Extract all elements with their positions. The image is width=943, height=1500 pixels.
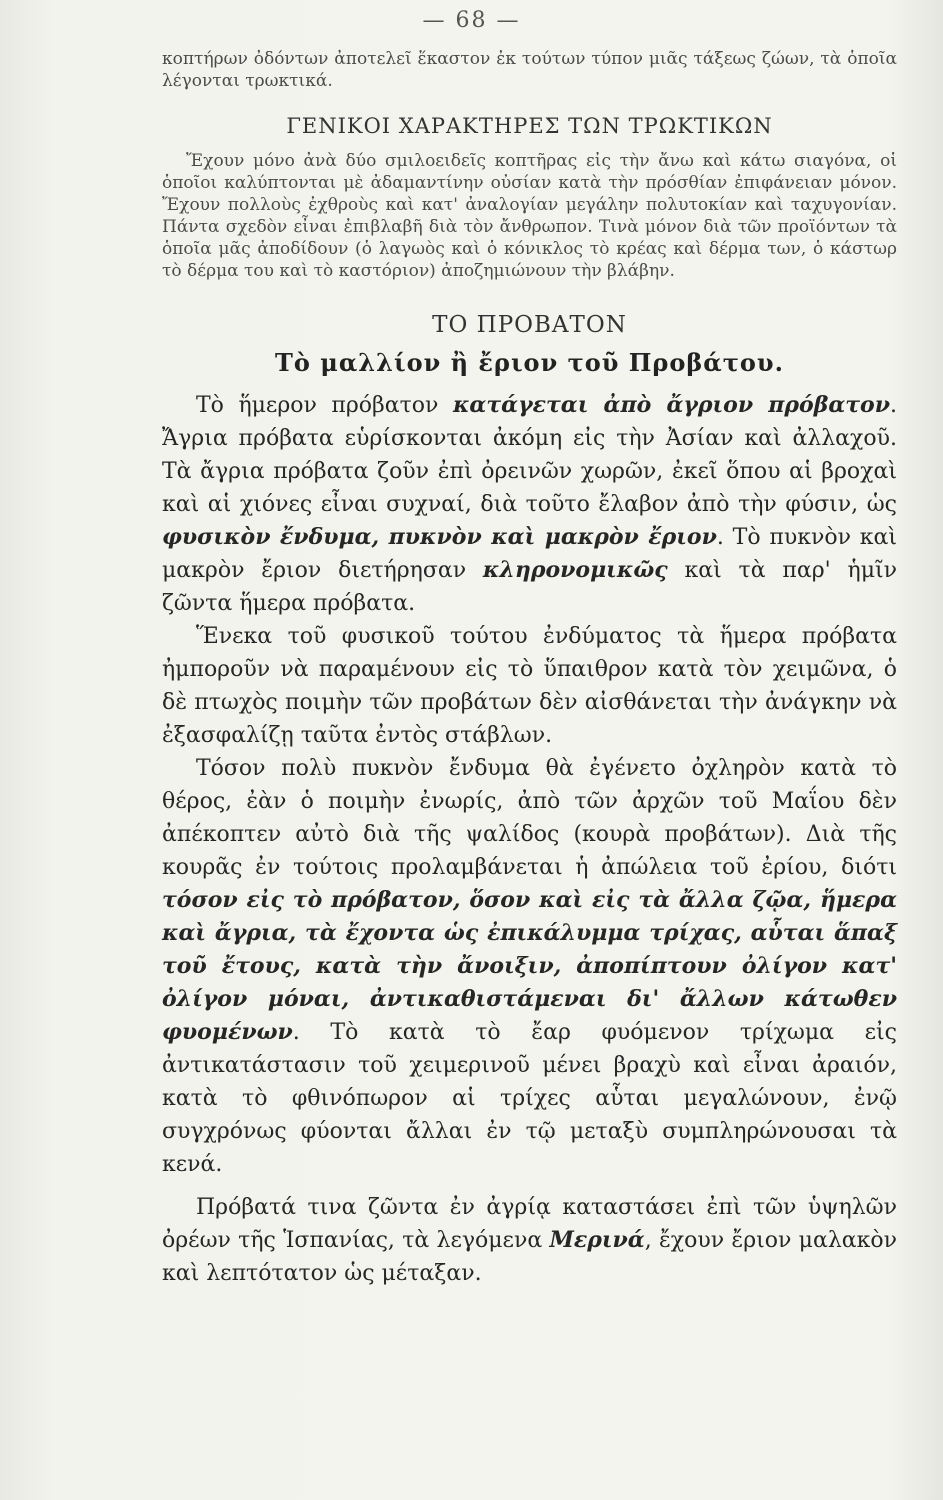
wool-subheading: Τὸ μαλλίον ἢ ἔριον τοῦ Προβάτου. [275, 348, 784, 377]
text-run: Τὸ ἥμερον πρόβατον [196, 393, 453, 418]
sheep-paragraph-3 [162, 752, 897, 1181]
sheep-heading: ΤΟ ΠΡΟΒΑΤΟΝ [432, 312, 627, 338]
emphasized-text: κατάγεται ἀπὸ ἄγριον πρόβατον [452, 392, 890, 418]
emphasized-text: Μερινά [549, 1227, 645, 1253]
rodents-heading: ΓΕΝΙΚΟΙ ΧΑΡΑΚΤΗΡΕΣ ΤΩΝ ΤΡΩΚΤΙΚΩΝ [286, 114, 773, 138]
text-run: Τόσον πολὺ πυκνὸν ἔνδυμα θὰ ἐγένετο ὀχληρὸν κατὰ τὸ θέρος, ἐὰν ὁ ποιμὴν ἐνωρίς, ἀπὸ τῶν ἀρχῶν τοῦ Μαΐου δὲν ἀπέκοπτεν αὐτὸ διὰ τῆς ψαλίδος (κουρὰ προβάτων). Διὰ τῆς κουρᾶς ἐν τούτοις προλαμβάνεται ἡ ἀπώλεια τοῦ ἐρίου, διότι [162, 756, 897, 880]
sheep-paragraph-1 [162, 389, 897, 620]
text-run: Πρόβατά τινα ζῶντα ἐν ἀγρίᾳ καταστάσει ἐπὶ τῶν ὑψηλῶν ὀρέων τῆς Ἱσπανίας, τὰ λεγόμενα [162, 1195, 897, 1253]
text-run: , ἔχουν ἔριον μαλακὸν καὶ λεπτότατον ὡς μέταξαν. [162, 1228, 897, 1286]
emphasized-text: τόσον εἰς τὸ πρόβατον, ὅσον καὶ εἰς τὰ ἄλλα ζῷα, ἥμερα καὶ ἄγρια, τὰ ἔχοντα ὡς ἐπικάλυμμα τρίχας, αὗται ἅπαξ τοῦ ἔτους, κατὰ τὴν ἄνοιξιν, ἀποπίπτουν ὀλίγον κατ' ὀλίγον μόναι, ἀντικαθιστάμεναι δι' ἄλλων κάτωθεν φυομένων [162, 887, 897, 1045]
sheep-paragraph-2: Ἕνεκα τοῦ φυσικοῦ τούτου ἐνδύματος τὰ ἥμερα πρόβατα ἠμποροῦν νὰ παραμένουν εἰς τὸ ὕπαιθρον κατὰ τὸν χειμῶνα, ὁ δὲ πτωχὸς ποιμὴν τῶν προβάτων δὲν αἰσθάνεται τὴν ἀνάγκην νὰ ἐξασφαλίζῃ ταῦτα ἐντὸς στάβλων. [162, 624, 897, 748]
page-content [162, 48, 897, 1290]
page-number: — 68 — [422, 8, 521, 33]
text-run: καὶ τὰ παρ' ἡμῖν ζῶντα ἥμερα πρόβατα. [162, 558, 898, 616]
sheep-paragraph-4 [162, 1191, 897, 1290]
text-run: . Τὸ κατὰ τὸ ἔαρ φυόμενον τρίχωμα εἰς ἀντικατάστασιν τοῦ χειμερινοῦ μένει βραχὺ καὶ εἶναι ἀραιόν, κατὰ τὸ φθινόπωρον αἱ τρίχες αὗται μεγαλώνουν, ἐνῷ συγχρόνως φύονται ἄλλαι ἐν τῷ μεταξὺ συμπληρώνουσαι τὰ κενά. [162, 1020, 897, 1177]
intro-paragraph: κοπτήρων ὀδόντων ἀποτελεῖ ἕκαστον ἐκ τούτων τύπον μιᾶς τάξεως ζώων, τὰ ὁποῖα λέγονται τρωκτικά. [162, 49, 897, 91]
rodents-paragraph: Ἔχουν μόνο ἀνὰ δύο σμιλοειδεῖς κοπτῆρας εἰς τὴν ἄνω καὶ κάτω σιαγόνα, οἱ ὁποῖοι καλύπτονται μὲ ἀδαμαντίνην οὐσίαν κατὰ τὴν πρόσθίαν ἐπιφάνειαν μόνον. Ἔχουν πολλοὺς ἐχθροὺς καὶ κατ' ἀναλογίαν μεγάλην πολυτοκίαν καὶ ταχυγονίαν. Πάντα σχεδὸν εἶναι ἐπιβλαβῆ διὰ τὸν ἄνθρωπον. Τινὰ μόνον διὰ τῶν προϊόντων τὰ ὁποῖα μᾶς ἀποδίδουν (ὁ λαγωὸς καὶ ὁ κόνικλος τὸ κρέας καὶ δέρμα των, ὁ κάστωρ τὸ δέρμα του καὶ τὸ καστόριον) ἀποζημιώνουν τὴν βλάβην. [162, 151, 897, 281]
text-run: . Ἄγρια πρόβατα εὑρίσκονται ἀκόμη εἰς τὴν Ἀσίαν καὶ ἀλλαχοῦ. Τὰ ἄγρια πρόβατα ζοῦν ἐπὶ ὀρεινῶν χωρῶν, ἐκεῖ ὅπου αἱ βροχαὶ καὶ αἱ χιόνες εἶναι συχναί, διὰ τοῦτο ἔλαβον ἀπὸ τὴν φύσιν, ὡς [162, 393, 897, 517]
emphasized-text: φυσικὸν ἔνδυμα, πυκνὸν καὶ μακρὸν ἔριον [162, 524, 717, 550]
text-run: . Τὸ πυκνὸν καὶ μακρὸν ἔριον διετήρησαν [162, 525, 897, 583]
emphasized-text: κληρονομικῶς [482, 557, 668, 583]
